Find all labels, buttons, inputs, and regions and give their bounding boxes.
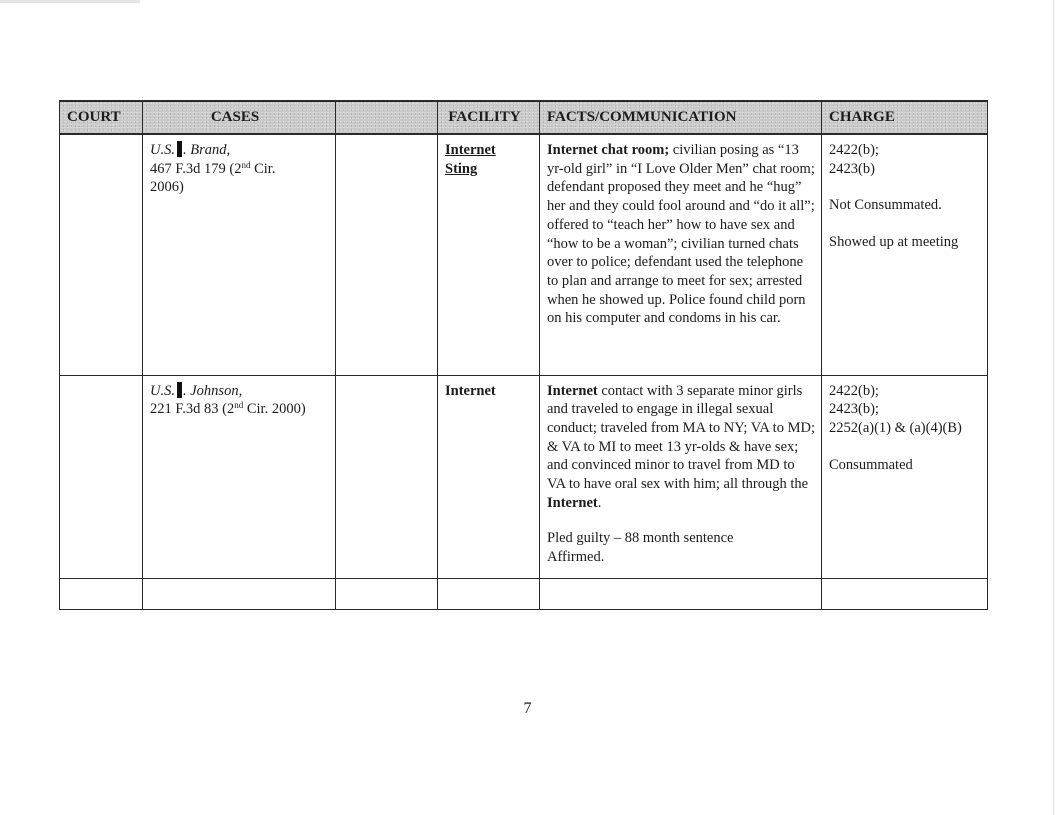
empty-cell — [143, 578, 336, 609]
facts-text: contact with 3 separate minor girls and traveled to engage in illegal sexual conduct; traveled from MA to NY; VA to MD; & VA to MI to meet 13 yr-olds & have sex; and convinced minor to travel from MD to VA to have oral sex with him; all through the — [547, 382, 815, 493]
charge-status: Consummated — [829, 456, 913, 473]
case-name: U.S. . Brand, — [150, 142, 231, 158]
header-facility: FACILITY — [438, 101, 540, 134]
facts-emphasis: Internet — [547, 494, 598, 511]
table-row-empty — [60, 578, 988, 609]
charge-status: Not Consummated. — [829, 197, 942, 214]
empty-cell — [60, 578, 143, 609]
blank-cell — [336, 134, 438, 375]
case-table — [59, 100, 988, 610]
facts-lead: Internet chat room; — [547, 142, 670, 158]
facts-lead: Internet — [547, 382, 598, 399]
facility-cell — [438, 375, 540, 578]
facility-label: Sting — [445, 160, 478, 177]
header-charge: CHARGE — [822, 101, 988, 134]
header-cases: CASES — [143, 101, 336, 134]
charge-cell — [822, 134, 988, 375]
case-name: U.S. . Johnson, — [150, 382, 243, 399]
charge-note: Showed up at meeting — [829, 234, 959, 251]
empty-cell — [438, 578, 540, 609]
charge-cell — [822, 375, 988, 578]
facts-cell — [540, 134, 822, 375]
case-cell — [143, 375, 336, 578]
charge-statute: 2423(b); — [829, 401, 879, 418]
facility-label: Internet — [445, 142, 496, 158]
charge-statute: 2422(b); — [829, 142, 879, 158]
empty-cell — [822, 578, 988, 609]
redaction-mark — [177, 141, 182, 157]
case-cell — [143, 134, 336, 375]
empty-cell — [540, 578, 822, 609]
table-header-row — [60, 101, 988, 134]
scan-edge — [0, 0, 140, 3]
charge-statute: 2423(b) — [829, 160, 875, 177]
empty-cell — [336, 578, 438, 609]
header-blank — [336, 101, 438, 134]
header-court: COURT — [60, 101, 143, 134]
table-row — [60, 134, 988, 375]
court-cell — [60, 375, 143, 578]
facts-cell: Internet contact with 3 separate minor girls and traveled to engage in illegal sexual conduct; traveled from MA to NY; VA to MD; & VA to MI to meet 13 yr-olds & have sex; and convinced minor to travel from MD to VA to have oral sex with him; all through the Internet. Pled guilty – 88 month sentence Affirmed. — [540, 375, 822, 578]
facility-cell — [438, 134, 540, 375]
page-number: 7 — [523, 700, 532, 717]
blank-cell — [336, 375, 438, 578]
header-facts: FACTS/COMMUNICATION — [540, 101, 822, 134]
facts-outcome: Affirmed. — [547, 549, 605, 566]
charge-statute: 2422(b); — [829, 382, 879, 399]
charge-statute: 2252(a)(1) & (a)(4)(B) — [829, 419, 962, 436]
case-citation: 467 F.3d 179 (2nd Cir. 2006) — [150, 159, 276, 196]
facts-text: civilian posing as “13 yr-old girl” in “I Love Older Men” chat room; defendant proposed they meet and he “hug” her and they could fool around and “do it all”; offered to “teach her” how to have sex and “how to be a woman”; civilian turned chats over to police; defendant used the telephone to plan and arrange to meet for sex; arrested when he showed up. Police found child porn on his computer and condoms in his car. — [547, 142, 815, 327]
table-row — [60, 375, 988, 578]
court-cell — [60, 134, 143, 375]
redaction-mark — [177, 382, 182, 398]
facility-label: Internet — [445, 382, 496, 399]
case-citation: 221 F.3d 83 (2nd Cir. 2000) — [150, 400, 306, 418]
facts-outcome: Pled guilty – 88 month sentence — [547, 530, 734, 547]
